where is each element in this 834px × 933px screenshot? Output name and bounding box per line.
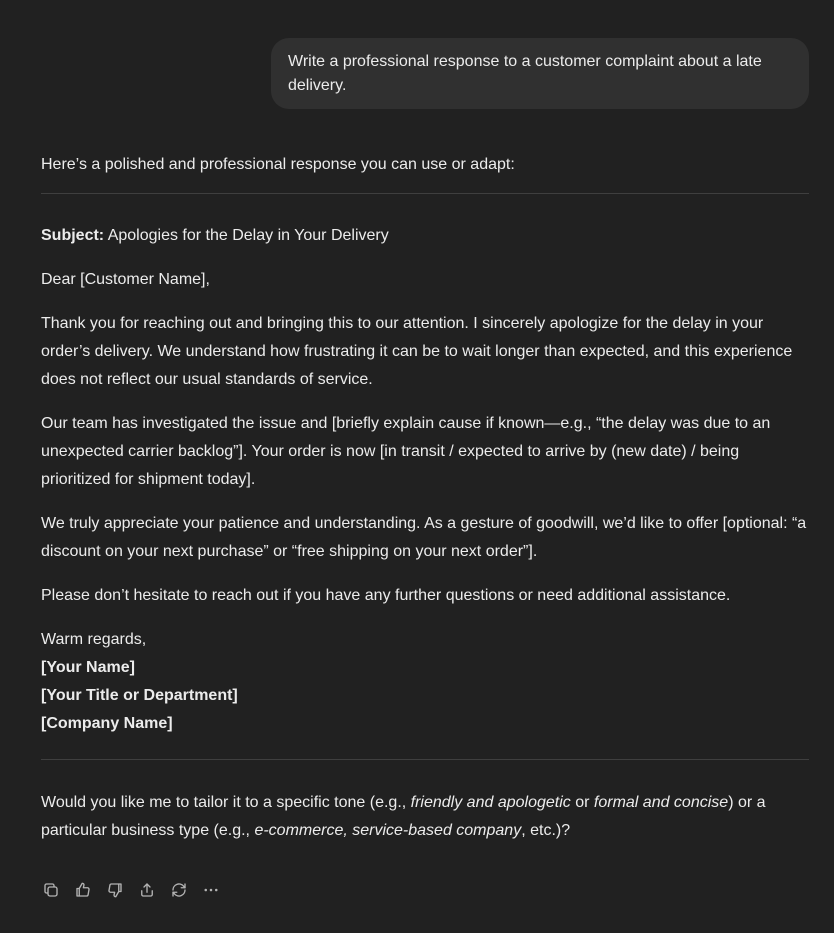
signoff: Warm regards,: [41, 631, 147, 648]
thumbs-down-button[interactable]: [105, 878, 125, 902]
subject-text: Apologies for the Delay in Your Delivery: [104, 227, 389, 244]
thumbs-up-icon: [74, 881, 92, 899]
followup-text: or: [570, 794, 594, 811]
signature-name: [Your Name]: [41, 659, 135, 676]
email-paragraph: Our team has investigated the issue and [briefly explain cause if known—e.g., “the delay was due to an unexpected carrier backlog”]. Your order is now [in transit / expected to arrive by (new date) / being prioritized for shipment today].: [41, 415, 771, 488]
more-options-button[interactable]: [201, 878, 221, 902]
email-subject: [41, 222, 809, 250]
thumbs-up-button[interactable]: [73, 878, 93, 902]
thumbs-down-icon: [106, 881, 124, 899]
more-icon: [202, 881, 220, 899]
signature-company: [Company Name]: [41, 715, 173, 732]
regenerate-icon: [170, 881, 188, 899]
email-paragraph: We truly appreciate your patience and understanding. As a gesture of goodwill, we’d like to offer [optional: “a discount on your next purchase” or “free shipping on your next order”].: [41, 515, 807, 560]
share-icon: [138, 881, 156, 899]
assistant-intro: Here’s a polished and professional response you can use or adapt:: [41, 156, 515, 173]
share-button[interactable]: [137, 878, 157, 902]
followup-text: Would you like me to tailor it to a specific tone (e.g.,: [41, 794, 411, 811]
email-paragraph: Thank you for reaching out and bringing this to our attention. I sincerely apologize for the delay in your order’s delivery. We understand how frustrating it can be to wait longer than expected, and this experience does not reflect our usual standards of service.: [41, 315, 793, 388]
message-action-bar: [41, 878, 221, 902]
email-paragraph: Please don’t hesitate to reach out if you have any further questions or need additional assistance.: [41, 587, 731, 604]
signature-title: [Your Title or Department]: [41, 687, 238, 704]
followup-emphasis: formal and concise: [593, 794, 729, 811]
copy-button[interactable]: [41, 878, 61, 902]
followup-text: , etc.)?: [521, 822, 571, 839]
divider: [41, 193, 809, 194]
subject-label: Subject:: [41, 227, 105, 244]
followup-emphasis: friendly and apologetic: [410, 794, 571, 811]
assistant-message: [41, 151, 809, 845]
followup-text: ) or a particular business type (e.g.,: [41, 794, 766, 839]
copy-icon: [42, 881, 60, 899]
user-message-text: Write a professional response to a customer complaint about a late delivery.: [288, 53, 762, 94]
user-message-bubble: [271, 38, 809, 109]
divider: [41, 759, 809, 760]
email-greeting: Dear [Customer Name],: [41, 271, 210, 288]
followup-emphasis: e-commerce, service-based company: [254, 822, 522, 839]
regenerate-button[interactable]: [169, 878, 189, 902]
email-signature: [41, 626, 809, 738]
assistant-followup: [41, 789, 809, 845]
